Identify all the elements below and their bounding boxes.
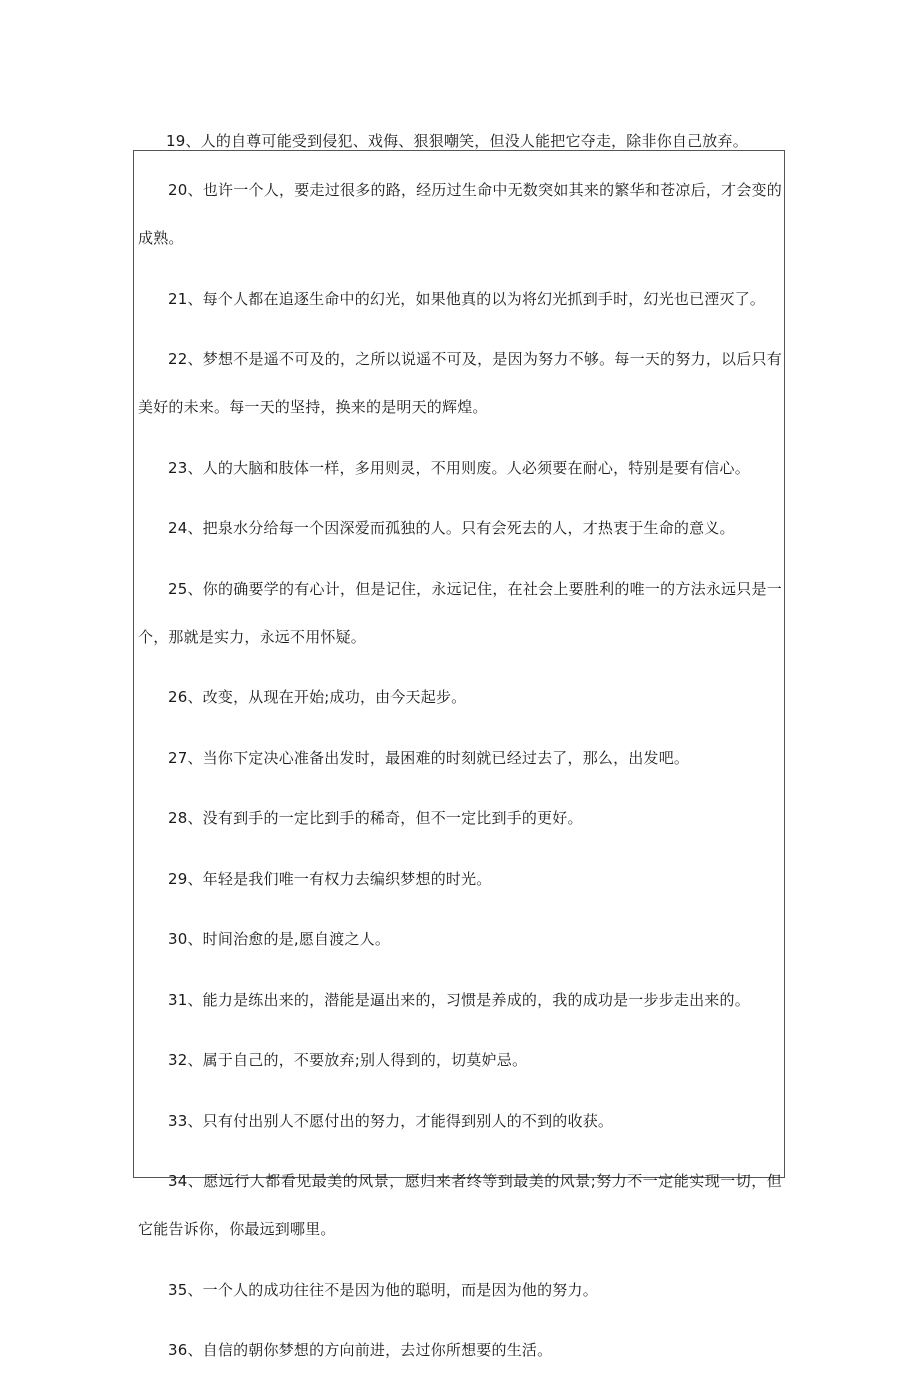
quote-31: 31、能力是练出来的，潜能是逼出来的，习惯是养成的，我的成功是一步步走出来的。	[168, 990, 750, 1009]
quote-27: 27、当你下定决心准备出发时，最困难的时刻就已经过去了，那么，出发吧。	[168, 748, 690, 767]
quote-33: 33、只有付出别人不愿付出的努力，才能得到别人的不到的收获。	[168, 1111, 614, 1130]
quote-19: 19、人的自尊可能受到侵犯、戏侮、狠狠嘲笑，但没人能把它夺走，除非你自己放弃。	[166, 132, 748, 150]
quote-35: 35、一个人的成功往往不是因为他的聪明，而是因为他的努力。	[168, 1280, 598, 1299]
quote-24: 24、把泉水分给每一个因深爱而孤独的人。只有会死去的人，才热衷于生命的意义。	[168, 519, 735, 537]
quote-21: 21、每个人都在追逐生命中的幻光，如果他真的以为将幻光抓到手时，幻光也已湮灭了。	[168, 289, 766, 308]
quote-36: 36、自信的朝你梦想的方向前进，去过你所想要的生活。	[168, 1341, 553, 1359]
quote-23: 23、人的大脑和肢体一样，多用则灵，不用则废。人必须要在耐心，特别是要有信心。	[168, 458, 750, 477]
quotes-box	[133, 150, 785, 1359]
quote-20: 20、也许一个人，要走过很多的路，经历过生命中无数突如其来的繁华和苍凉后，才会变的成熟。	[138, 181, 782, 247]
quote-29: 29、年轻是我们唯一有权力去编织梦想的时光。	[168, 869, 492, 888]
quote-25: 25、你的确要学的有心计，但是记住，永远记住，在社会上要胜利的唯一的方法永远只是一个，那就是实力，永远不用怀疑。	[138, 579, 782, 646]
quote-22: 22、梦想不是遥不可及的，之所以说遥不可及，是因为努力不够。每一天的努力，以后只有美好的未来。每一天的坚持，换来的是明天的辉煌。	[138, 350, 782, 416]
quote-32: 32、属于自己的，不要放弃;别人得到的，切莫妒忌。	[168, 1051, 528, 1069]
quote-28: 28、没有到手的一定比到手的稀奇，但不一定比到手的更好。	[168, 809, 583, 827]
quote-26: 26、改变，从现在开始;成功，由今天起步。	[168, 688, 467, 706]
quote-34: 34、愿远行人都看见最美的风景，愿归来者终等到最美的风景;努力不一定能实现一切，但它能告诉你，你最远到哪里。	[138, 1172, 782, 1238]
quote-30: 30、时间治愈的是,愿自渡之人。	[168, 930, 391, 948]
